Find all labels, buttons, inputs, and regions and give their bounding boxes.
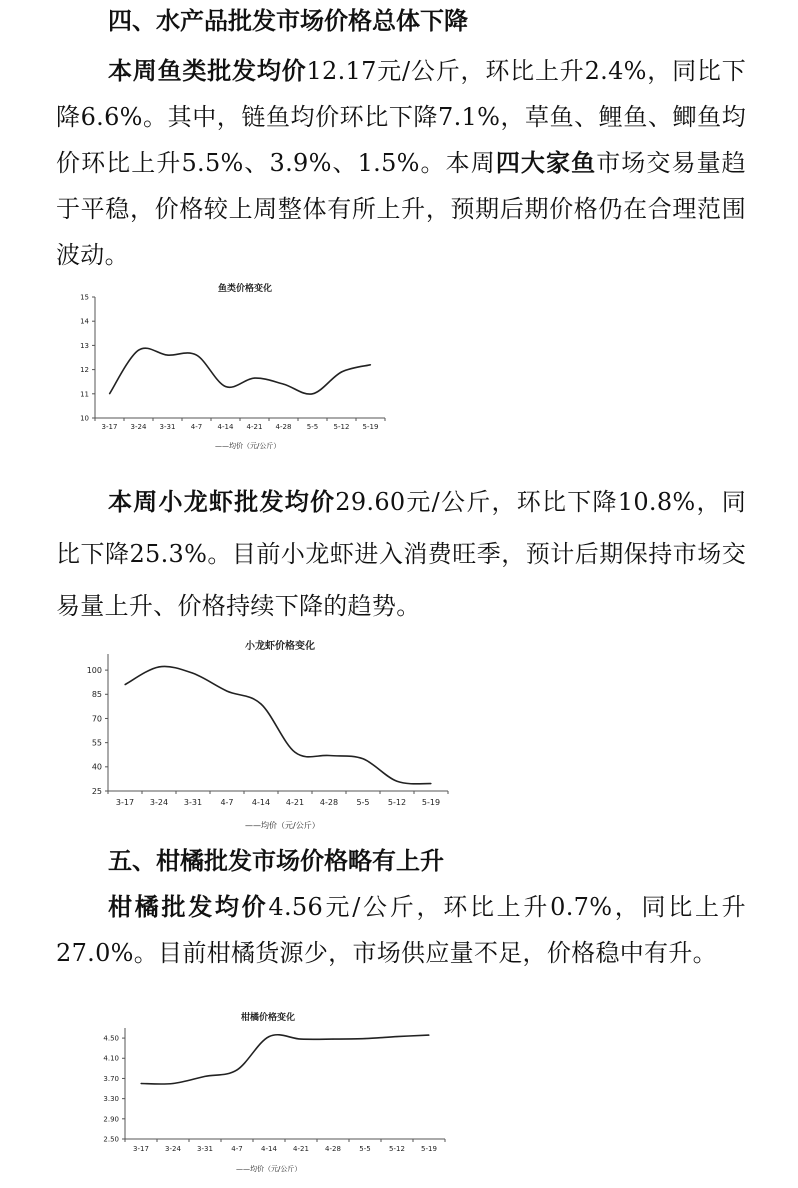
data-point (204, 1076, 205, 1077)
data-point (428, 1034, 429, 1035)
series-line (125, 666, 431, 783)
y-tick-label: 11 (80, 390, 89, 399)
section-5-heading: 五、柑橘批发市场价格略有上升 (108, 847, 444, 875)
data-point (328, 755, 329, 756)
crayfish-paragraph (56, 476, 746, 632)
section-4-heading: 四、水产品批发市场价格总体下降 (108, 7, 468, 35)
y-tick-label: 70 (91, 714, 102, 724)
y-tick-label: 100 (86, 665, 102, 675)
y-tick-label: 15 (80, 293, 89, 302)
y-tick-label: 2.50 (103, 1135, 119, 1144)
data-point (124, 684, 125, 685)
x-tick-label: 3-31 (183, 798, 203, 807)
citrus-paragraph (56, 884, 746, 976)
y-tick-label: 12 (80, 366, 89, 375)
x-tick-label: 4-21 (285, 798, 305, 807)
series-line (110, 348, 371, 394)
data-point (341, 371, 342, 372)
data-point (294, 752, 295, 753)
four-fish-term: 四大家鱼 (495, 149, 597, 177)
crayfish-lead: 本周小龙虾批发均价 (108, 488, 336, 516)
legend-entry: ——均价（元/公斤） (236, 1165, 302, 1173)
x-tick-label: 3-31 (197, 1145, 213, 1153)
data-point (300, 1039, 301, 1040)
x-tick-label: 4-21 (293, 1145, 309, 1153)
x-tick-label: 5-19 (421, 1145, 437, 1153)
data-point (260, 703, 261, 704)
citrus-price-chart (0, 1006, 460, 1184)
data-point (268, 1036, 269, 1037)
data-point (138, 350, 139, 351)
x-tick-label: 5-19 (362, 423, 379, 431)
chart-title: 小龙虾价格变化 (245, 641, 315, 652)
series-line (141, 1035, 429, 1084)
x-tick-label: 5-19 (421, 798, 441, 807)
x-tick-label: 3-17 (101, 423, 118, 431)
x-tick-label: 5-12 (333, 423, 350, 431)
x-tick-label: 3-24 (130, 423, 147, 431)
data-point (370, 364, 371, 365)
x-tick-label: 4-21 (246, 423, 263, 431)
y-tick-label: 4.10 (103, 1054, 119, 1063)
data-point (158, 666, 159, 667)
y-tick-label: 14 (80, 317, 89, 326)
x-tick-label: 5-5 (356, 798, 370, 807)
data-point (167, 354, 168, 355)
citrus-lead: 柑橘批发均价 (108, 893, 269, 921)
x-tick-label: 5-5 (359, 1145, 371, 1153)
x-tick-label: 5-5 (306, 423, 319, 431)
data-point (225, 386, 226, 387)
x-tick-label: 4-14 (251, 798, 271, 807)
data-point (172, 1083, 173, 1084)
data-point (396, 781, 397, 782)
data-point (332, 1039, 333, 1040)
x-tick-label: 3-31 (159, 423, 176, 431)
y-tick-label: 85 (91, 690, 102, 700)
data-point (430, 783, 431, 784)
x-tick-label: 3-24 (165, 1145, 181, 1153)
data-point (226, 690, 227, 691)
x-tick-label: 4-14 (217, 423, 234, 431)
y-tick-label: 4.50 (103, 1034, 119, 1043)
y-tick-label: 2.90 (103, 1115, 119, 1124)
data-point (236, 1069, 237, 1070)
x-tick-label: 3-17 (133, 1145, 149, 1153)
x-tick-label: 3-24 (149, 798, 169, 807)
x-tick-label: 4-7 (190, 423, 203, 431)
y-tick-label: 55 (91, 738, 102, 748)
fish-text: 12.17元/公斤，环比上升2.4%，同比下降6.6%。其中，链鱼均价环比下降7.1%，草鱼、鲤鱼、鲫鱼均价环比上升5.5%、3.9%、1.5%。本周 (56, 57, 746, 177)
fish-price-chart (0, 278, 430, 460)
fish-text-2: 市场交易量趋于平稳，价格较上周整体有所上升，预期后期价格仍在合理范围波动。 (56, 149, 746, 269)
x-tick-label: 3-17 (115, 798, 135, 807)
data-point (196, 354, 197, 355)
legend-entry: ——均价（元/公斤） (215, 442, 281, 450)
x-tick-label: 4-28 (319, 798, 339, 807)
x-tick-label: 4-14 (261, 1145, 277, 1153)
y-tick-label: 40 (91, 762, 102, 772)
data-point (192, 673, 193, 674)
fish-lead: 本周鱼类批发均价 (108, 57, 307, 85)
y-tick-label: 3.30 (103, 1095, 119, 1104)
chart-title: 鱼类价格变化 (217, 284, 273, 294)
data-point (283, 384, 284, 385)
data-point (312, 393, 313, 394)
y-tick-label: 13 (80, 341, 89, 350)
x-tick-label: 5-12 (389, 1145, 405, 1153)
crayfish-price-chart (0, 634, 480, 838)
y-tick-label: 25 (91, 786, 102, 796)
legend-entry: ——均价（元/公斤） (245, 821, 320, 830)
x-tick-label: 5-12 (387, 798, 407, 807)
data-point (109, 393, 110, 394)
chart-title: 柑橘价格变化 (240, 1013, 296, 1023)
citrus-text: 4.56元/公斤，环比上升0.7%，同比上升27.0%。目前柑橘货源少，市场供应量不足，价格稳中有升。 (56, 893, 746, 967)
y-tick-label: 3.70 (103, 1074, 119, 1083)
data-point (364, 1038, 365, 1039)
y-tick-label: 10 (80, 414, 89, 423)
x-tick-label: 4-7 (231, 1145, 243, 1153)
x-tick-label: 4-28 (325, 1145, 341, 1153)
crayfish-text: 29.60元/公斤，环比下降10.8%，同比下降25.3%。目前小龙虾进入消费旺季，预计后期保持市场交易量上升、价格持续下降的趋势。 (56, 488, 747, 620)
x-tick-label: 4-28 (275, 423, 292, 431)
data-point (362, 758, 363, 759)
fish-paragraph (56, 48, 746, 278)
data-point (140, 1083, 141, 1084)
data-point (396, 1036, 397, 1037)
x-tick-label: 4-7 (220, 798, 234, 807)
data-point (254, 377, 255, 378)
